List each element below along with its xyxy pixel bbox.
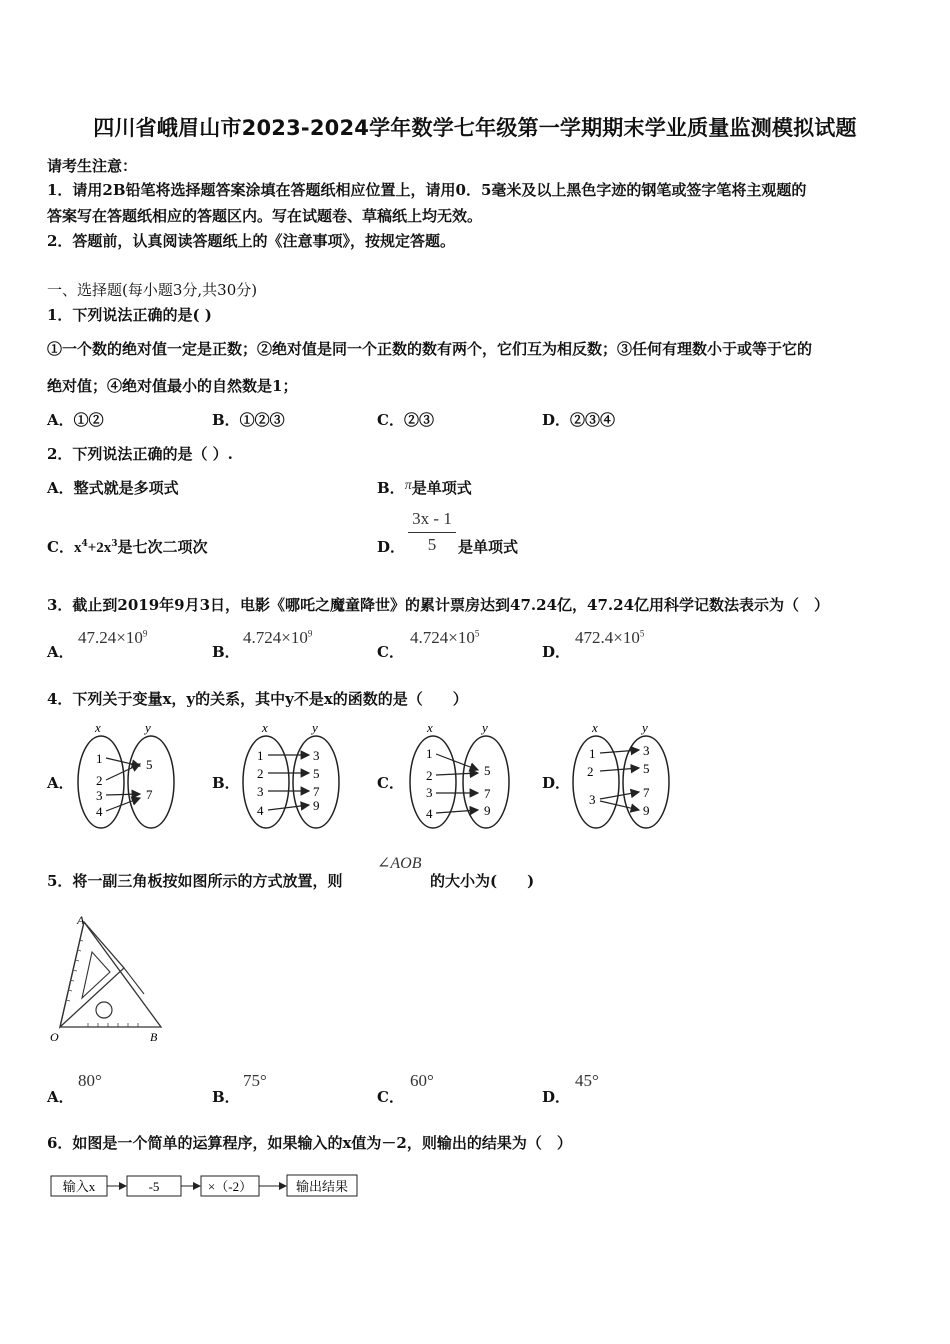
q4-c-y9: 9 <box>484 803 491 818</box>
q4-b-x3: 3 <box>257 784 264 799</box>
q4-c-x-label: x <box>427 720 433 735</box>
q5-stem-pre: 5．将一副三角板按如图所示的方式放置，则 <box>47 872 343 890</box>
q4-option-c-label[interactable]: C． <box>377 774 404 792</box>
q2-option-c-exp1: 4 <box>81 539 88 549</box>
q4-a-x-label: x <box>95 720 101 735</box>
q5-label-o: O <box>50 1030 59 1044</box>
q4-c-arrow-1 <box>436 754 478 770</box>
flow-text-minus5: -5 <box>148 1179 160 1194</box>
q3-option-c-label[interactable]: C． <box>377 643 404 661</box>
q3-b-base: 4.724×10 <box>243 628 308 647</box>
q2-option-d-text: 是单项式 <box>458 538 519 556</box>
q4-d-x1: 1 <box>589 746 596 761</box>
q4-mapping-figures <box>70 718 690 836</box>
q4-b-x2: 2 <box>257 766 264 781</box>
q4-d-y7: 7 <box>643 785 650 800</box>
q4-option-d-label[interactable]: D． <box>542 774 571 792</box>
q4-a-x1: 1 <box>96 751 103 766</box>
q4-b-x4: 4 <box>257 803 264 818</box>
q4-d-x-label: x <box>592 720 598 735</box>
q1-option-a[interactable]: A．①② <box>47 411 104 429</box>
q4-d-arrow-3 <box>600 792 639 799</box>
q4-d-x3: 3 <box>589 792 596 807</box>
q4-b-domain-ellipse <box>243 736 289 828</box>
q3-a-base: 47.24×10 <box>78 628 143 647</box>
q5-label-a: A <box>77 913 85 927</box>
q3-option-d-value <box>575 628 644 648</box>
notice-heading: 请考生注意： <box>47 157 138 175</box>
q2-option-b-label: B． <box>377 479 405 497</box>
q3-option-c-value <box>410 628 479 648</box>
q1-option-b[interactable]: B．①②③ <box>212 411 285 429</box>
q4-d-arrow-1 <box>600 750 639 753</box>
q5-option-b-value: 75° <box>243 1071 267 1090</box>
q4-a-x3: 3 <box>96 788 103 803</box>
q6-stem: 6．如图是一个简单的运算程序，如果输入的x值为－2，则输出的结果为（ ） <box>47 1134 572 1152</box>
q4-c-y-label: y <box>482 720 488 735</box>
q3-d-base: 472.4×10 <box>575 628 640 647</box>
q2-option-c-exp2: 3 <box>111 539 118 549</box>
q4-figure-b <box>243 720 339 828</box>
q4-c-arrow-2 <box>436 773 478 775</box>
q1-stem: 1．下列说法正确的是( ) <box>47 306 212 324</box>
q4-b-y9: 9 <box>313 798 320 813</box>
q4-a-arrow-3 <box>106 794 140 795</box>
q4-a-x4: 4 <box>96 804 103 819</box>
q2-option-c-label: C． <box>47 538 74 556</box>
q4-a-y-label: y <box>145 720 151 735</box>
q4-figure-a <box>78 720 174 828</box>
page-title: 四川省峨眉山市2023-2024学年数学七年级第一学期期末学业质量监测模拟试题 <box>93 116 857 140</box>
q2-fraction-numerator: 3x - 1 <box>412 509 452 528</box>
q4-b-y5: 5 <box>313 766 320 781</box>
q4-d-y9: 9 <box>643 803 650 818</box>
q4-b-x1: 1 <box>257 748 264 763</box>
q2-option-c-text: 是七次二项次 <box>117 538 208 556</box>
q1-option-d[interactable]: D．②③④ <box>542 411 616 429</box>
q2-option-c[interactable] <box>47 536 208 557</box>
q4-d-y3: 3 <box>643 743 650 758</box>
q2-option-c-base: x <box>73 540 82 556</box>
section-heading: 一、选择题(每小题3分,共30分) <box>47 281 258 299</box>
q5-stem-post: 的大小为( ) <box>430 872 535 890</box>
q5-option-c-label[interactable]: C． <box>377 1088 404 1106</box>
q4-d-y5: 5 <box>643 761 650 776</box>
q3-c-base: 4.724×10 <box>410 628 475 647</box>
q4-a-range-ellipse <box>128 736 174 828</box>
q2-fraction-denominator: 5 <box>427 535 437 554</box>
q4-c-y7: 7 <box>484 786 491 801</box>
q4-a-y7: 7 <box>146 787 153 802</box>
q3-option-d-label[interactable]: D． <box>542 643 571 661</box>
q4-d-arrow-2 <box>600 768 639 771</box>
q2-option-c-mid: +2x <box>87 540 112 556</box>
q3-option-a-value <box>78 628 147 648</box>
q4-d-arrow-4 <box>600 801 639 810</box>
q2-option-d-label[interactable]: D． <box>377 538 406 556</box>
q4-option-a-label[interactable]: A． <box>47 774 74 792</box>
q5-option-d-label[interactable]: D． <box>542 1088 571 1106</box>
q4-b-x-label: x <box>262 720 268 735</box>
q4-a-x2: 2 <box>96 773 103 788</box>
q1-statements-line1: ①一个数的绝对值一定是正数；②绝对值是同一个正数的数有两个，它们互为相反数；③任何有理数小于或等于它的 <box>47 340 813 358</box>
q4-d-domain-ellipse <box>573 736 619 828</box>
q5-set-square-outer <box>60 922 124 1027</box>
q4-c-x4: 4 <box>426 806 433 821</box>
q4-figure-d <box>573 720 669 828</box>
q1-statements-line2: 绝对值；④绝对值最小的自然数是1； <box>47 377 298 395</box>
q3-option-b-label[interactable]: B． <box>212 643 240 661</box>
q4-c-arrow-4 <box>436 810 478 813</box>
flow-text-times: ×（-2） <box>207 1179 253 1194</box>
notice-item1-line2: 答案写在答题纸相应的答题区内。写在试题卷、草稿纸上均无效。 <box>47 207 483 225</box>
q3-d-exp: 5 <box>639 628 645 639</box>
q2-stem: 2．下列说法正确的是（ ）. <box>47 445 233 463</box>
q4-option-b-label[interactable]: B． <box>212 774 240 792</box>
q2-option-a[interactable]: A．整式就是多项式 <box>47 479 179 497</box>
q4-c-domain-ellipse <box>410 736 456 828</box>
q5-label-b: B <box>150 1030 158 1044</box>
q4-b-y7: 7 <box>313 784 320 799</box>
q4-d-y-label: y <box>642 720 648 735</box>
q4-figure-c <box>410 720 509 828</box>
q2-fraction-bar <box>408 532 456 533</box>
q5-option-a-value: 80° <box>78 1071 102 1090</box>
q4-d-x2: 2 <box>587 764 594 779</box>
q4-b-y3: 3 <box>313 748 320 763</box>
q4-c-y5: 5 <box>484 763 491 778</box>
q4-c-x2: 2 <box>426 768 433 783</box>
q5-set-square-inner <box>82 952 110 998</box>
q4-c-x1: 1 <box>426 746 433 761</box>
q4-b-y-label: y <box>312 720 318 735</box>
q3-stem: 3．截止到2019年9月3日，电影《哪吒之魔童降世》的累计票房达到47.24亿，47.24亿用科学记数法表示为（ ） <box>47 596 830 614</box>
q3-option-b-value <box>243 628 312 648</box>
flow-text-input: 输入x <box>62 1179 96 1194</box>
notice-item2: 2．答题前，认真阅读答题纸上的《注意事项》，按规定答题。 <box>47 232 455 250</box>
q5-large-triangle <box>60 922 161 1027</box>
q2-option-b[interactable] <box>377 477 472 498</box>
q3-a-exp: 9 <box>142 628 148 639</box>
q4-a-y5: 5 <box>146 757 153 772</box>
q1-option-c[interactable]: C．②③ <box>377 411 434 429</box>
q5-circle-hole <box>96 1002 112 1018</box>
q5-option-a-label[interactable]: A． <box>47 1088 74 1106</box>
q5-triangle-figure <box>48 910 168 1050</box>
flow-text-output: 输出结果 <box>295 1179 349 1194</box>
q2-pi-symbol: π <box>404 478 412 493</box>
notice-item1-line1: 1．请用2B铅笔将选择题答案涂填在答题纸相应位置上，请用0．5毫米及以上黑色字迹的钢笔或签字笔将主观题的 <box>47 181 807 199</box>
q3-option-a-label[interactable]: A． <box>47 643 74 661</box>
q5-option-c-value: 60° <box>410 1071 434 1090</box>
q4-stem: 4．下列关于变量x，y的关系，其中y不是x的函数的是（ ） <box>47 690 468 708</box>
q5-angle-symbol: ∠AOB <box>377 855 422 872</box>
q5-option-b-label[interactable]: B． <box>212 1088 240 1106</box>
q2-option-b-text: 是单项式 <box>411 479 472 497</box>
q4-b-arrow-4 <box>268 805 309 810</box>
q3-c-exp: 5 <box>474 628 480 639</box>
q4-c-x3: 3 <box>426 785 433 800</box>
q6-flowchart <box>48 1172 368 1200</box>
q3-b-exp: 9 <box>307 628 313 639</box>
q5-option-d-value: 45° <box>575 1071 599 1090</box>
